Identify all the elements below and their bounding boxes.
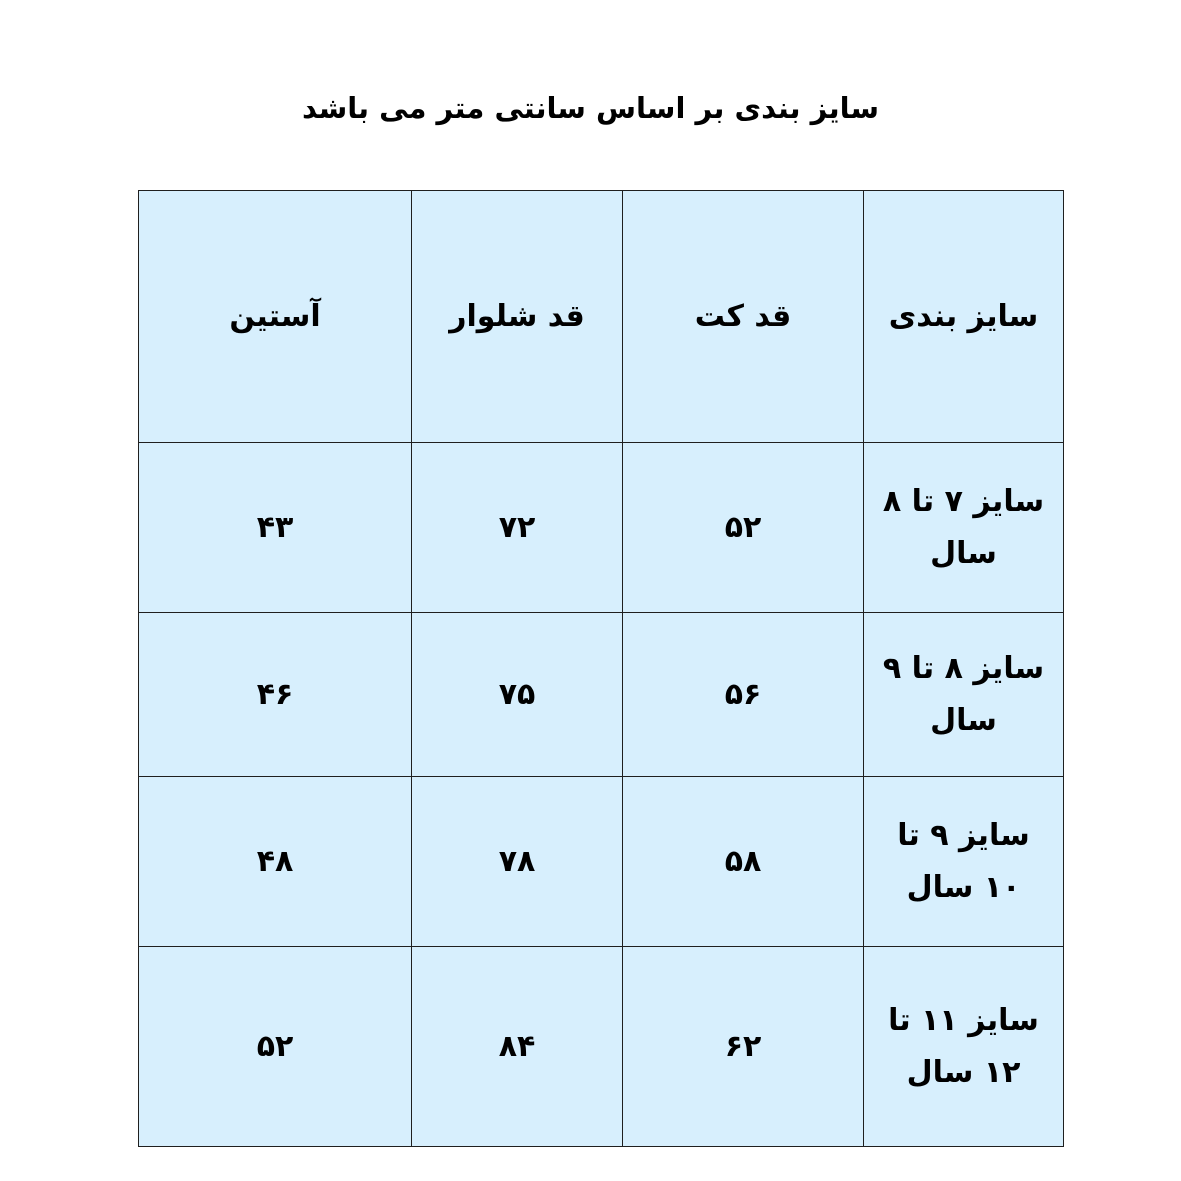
header-size: سایز بندی <box>864 191 1064 443</box>
cell-sleeve: ۴۶ <box>139 613 412 777</box>
cell-sleeve: ۴۳ <box>139 443 412 613</box>
page-title: سایز بندی بر اساس سانتی متر می باشد <box>301 91 879 125</box>
cell-sleeve: ۴۸ <box>139 777 412 947</box>
cell-coat-length: ۵۶ <box>623 613 864 777</box>
table-header-row <box>139 191 1064 443</box>
cell-sleeve: ۵۲ <box>139 947 412 1147</box>
cell-pants-length: ۷۸ <box>412 777 623 947</box>
cell-coat-length: ۶۲ <box>623 947 864 1147</box>
table-row <box>139 443 1064 613</box>
header-sleeve: آستین <box>139 191 412 443</box>
table-row <box>139 947 1064 1147</box>
table-row <box>139 777 1064 947</box>
cell-size: سایز ۱۱ تا ۱۲ سال <box>864 947 1064 1147</box>
cell-coat-length: ۵۲ <box>623 443 864 613</box>
cell-size: سایز ۹ تا ۱۰ سال <box>864 777 1064 947</box>
header-pants-length: قد شلوار <box>412 191 623 443</box>
cell-pants-length: ۷۲ <box>412 443 623 613</box>
table-row <box>139 613 1064 777</box>
cell-size: سایز ۸ تا ۹ سال <box>864 613 1064 777</box>
cell-pants-length: ۸۴ <box>412 947 623 1147</box>
cell-size: سایز ۷ تا ۸ سال <box>864 443 1064 613</box>
header-coat-length: قد کت <box>623 191 864 443</box>
cell-pants-length: ۷۵ <box>412 613 623 777</box>
size-chart-table <box>138 190 1064 1147</box>
cell-coat-length: ۵۸ <box>623 777 864 947</box>
